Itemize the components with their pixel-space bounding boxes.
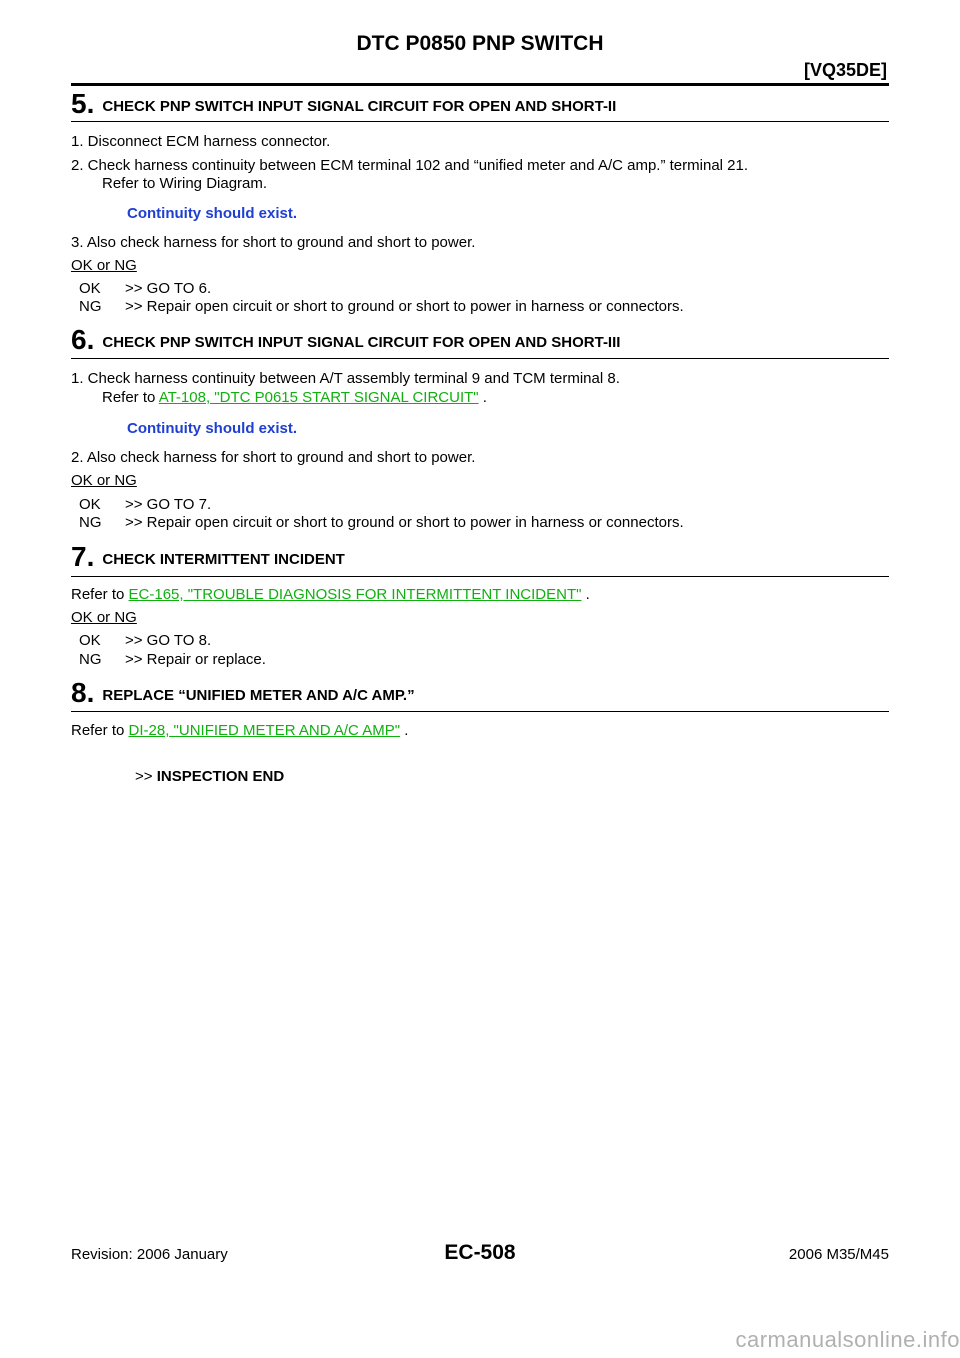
step-5-number: 5. xyxy=(71,88,95,119)
step-8-heading xyxy=(71,677,415,709)
step-5-item-2-refer: Refer to Wiring Diagram. xyxy=(102,175,268,192)
step-6-title: CHECK PNP SWITCH INPUT SIGNAL CIRCUIT FOR OPEN AND SHORT-III xyxy=(102,334,621,351)
step-6-ng-code: NG xyxy=(79,514,102,531)
step-7-ng-code: NG xyxy=(79,651,102,668)
step-6-link-suffix: . xyxy=(482,389,487,406)
step-8-link[interactable]: DI-28, "UNIFIED METER AND A/C AMP" xyxy=(128,722,401,739)
engine-code: [VQ35DE] xyxy=(803,60,887,80)
footer-revision: Revision: 2006 January xyxy=(71,1246,228,1263)
step-6-ng-text: >> Repair open circuit or short to ground or short to power in harness or connectors. xyxy=(125,514,684,531)
step-6-ng-line xyxy=(79,514,684,532)
step-8-title: REPLACE “UNIFIED METER AND A/C AMP.” xyxy=(102,687,415,704)
step-5-ok-ng: OK or NG xyxy=(71,257,137,274)
step-7-link-suffix: . xyxy=(585,586,590,603)
step-5-ng-line xyxy=(79,298,684,316)
step-6-ok-line xyxy=(79,496,211,514)
step-5-ng-code: NG xyxy=(79,298,102,315)
step-5-item-1: 1. Disconnect ECM harness connector. xyxy=(71,133,331,150)
step-7-divider xyxy=(71,576,889,577)
step-7-refer: Refer to xyxy=(71,586,125,603)
step-6-refer: Refer to xyxy=(102,389,156,406)
step-7-refer-line xyxy=(71,586,590,604)
step-5-item-2: 2. Check harness continuity between ECM terminal 102 and “unified meter and A/C amp.” terminal 21. xyxy=(71,157,749,174)
step-5-note: Continuity should exist. xyxy=(127,205,298,222)
step-8-refer: Refer to xyxy=(71,722,125,739)
step-5-heading xyxy=(71,88,616,120)
step-7-ok-ng: OK or NG xyxy=(71,609,137,626)
step-7-ok-code: OK xyxy=(79,632,101,649)
page-title: DTC P0850 PNP SWITCH xyxy=(356,32,604,55)
step-7-ok-text: >> GO TO 8. xyxy=(125,632,212,649)
step-5-item-3: 3. Also check harness for short to ground and short to power. xyxy=(71,234,476,251)
step-5-title: CHECK PNP SWITCH INPUT SIGNAL CIRCUIT FOR OPEN AND SHORT-II xyxy=(102,98,617,115)
step-7-ng-text: >> Repair or replace. xyxy=(125,651,266,668)
step-7-title: CHECK INTERMITTENT INCIDENT xyxy=(102,551,345,568)
step-8-end-text: INSPECTION END xyxy=(156,768,285,785)
step-8-divider xyxy=(71,711,889,712)
footer-page-number: EC-508 xyxy=(444,1241,516,1264)
step-6-link[interactable]: AT-108, "DTC P0615 START SIGNAL CIRCUIT" xyxy=(158,389,479,406)
step-5-ok-code: OK xyxy=(79,280,101,297)
step-6-heading xyxy=(71,324,620,356)
step-8-refer-line xyxy=(71,722,408,740)
step-7-number: 7. xyxy=(71,541,95,572)
step-8-end-prefix: >> xyxy=(135,768,153,785)
step-6-ok-code: OK xyxy=(79,496,101,513)
step-7-link[interactable]: EC-165, "TROUBLE DIAGNOSIS FOR INTERMITTENT INCIDENT" xyxy=(128,586,582,603)
step-5-divider xyxy=(71,121,889,122)
step-7-ng-line xyxy=(79,651,266,669)
step-8-end-line xyxy=(135,768,284,786)
step-5-ng-text: >> Repair open circuit or short to ground or short to power in harness or connectors. xyxy=(125,298,684,315)
step-8-number: 8. xyxy=(71,677,95,708)
step-6-item-2: 2. Also check harness for short to ground and short to power. xyxy=(71,449,476,466)
step-6-item-1: 1. Check harness continuity between A/T assembly terminal 9 and TCM terminal 8. xyxy=(71,370,620,387)
step-8-link-suffix: . xyxy=(404,722,409,739)
step-6-number: 6. xyxy=(71,324,95,355)
step-6-divider xyxy=(71,358,889,359)
step-5-ok-text: >> GO TO 6. xyxy=(125,280,212,297)
header-divider xyxy=(71,83,889,86)
step-7-ok-line xyxy=(79,632,211,650)
step-6-ok-ng: OK or NG xyxy=(71,472,137,489)
step-6-ok-text: >> GO TO 7. xyxy=(125,496,212,513)
step-5-ok-line xyxy=(79,280,211,298)
step-7-heading xyxy=(71,541,345,573)
step-6-note: Continuity should exist. xyxy=(127,420,298,437)
step-6-refer-line xyxy=(102,389,487,407)
footer-model: 2006 M35/M45 xyxy=(788,1246,889,1263)
watermark: carmanualsonline.info xyxy=(735,1327,960,1352)
